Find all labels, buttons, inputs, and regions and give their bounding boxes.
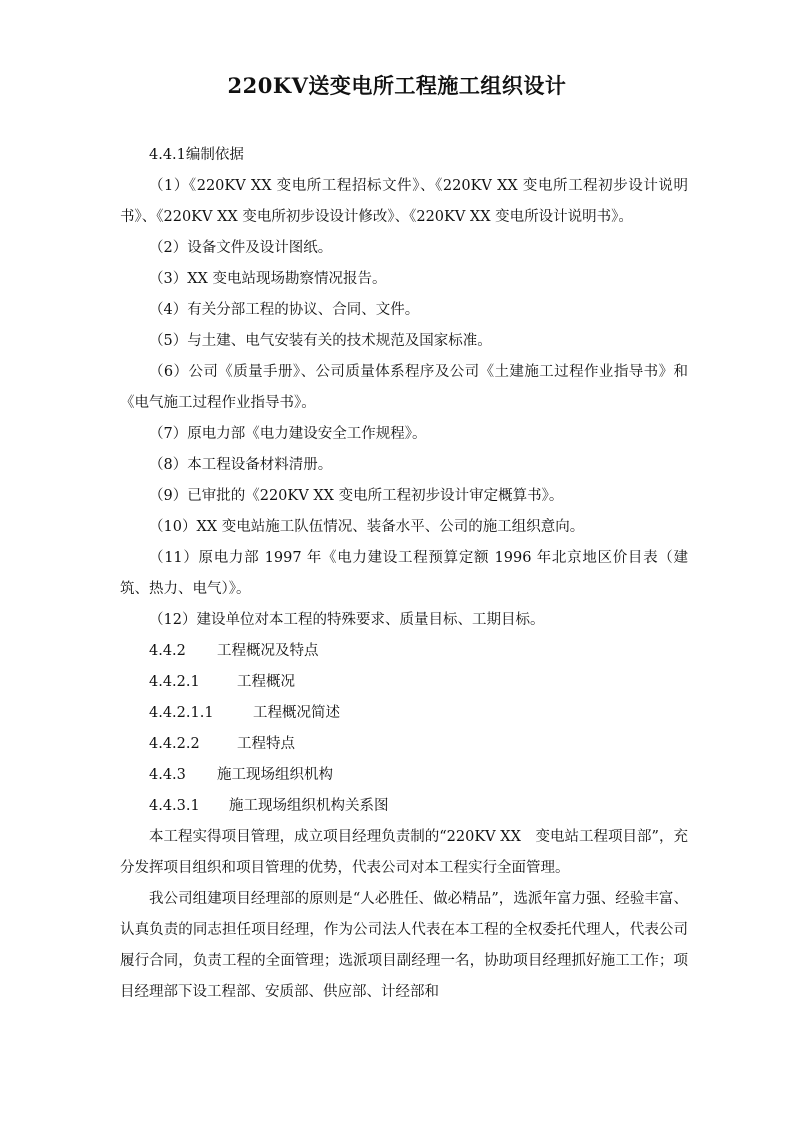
section-number: 4.4.3 — [149, 767, 186, 783]
basis-item-4: （4）有关分部工程的协议、合同、文件。 — [149, 302, 420, 318]
basis-item-8: （8）本工程设备材料清册。 — [149, 457, 333, 473]
basis-item-2: （2）设备文件及设计图纸。 — [149, 240, 333, 256]
section-number: 4.4.2.1.1 — [149, 705, 214, 721]
basis-item-12: （12）建设单位对本工程的特殊要求、质量目标、工期目标。 — [149, 612, 545, 628]
basis-item-5: （5）与土建、电气安装有关的技术规范及国家标准。 — [149, 333, 492, 349]
basis-item-10: （10）XX 变电站施工队伍情况、装备水平、公司的施工组织意向。 — [149, 519, 585, 535]
basis-item-11: （11）原电力部 1997 年《电力建设工程预算定额 1996 年北京地区价目表（建筑、热力、电气）》。 — [120, 550, 688, 597]
basis-item-9: （9）已审批的《220KV XX 变电所工程初步设计审定概算书》。 — [149, 488, 564, 504]
section-heading — [120, 636, 688, 667]
basis-item-3: （3）XX 变电站现场勘察情况报告。 — [149, 271, 387, 287]
section-heading — [120, 729, 688, 760]
section-title: 工程概况简述 — [253, 705, 340, 721]
section-heading-4-4-1: 4.4.1编制依据 — [149, 147, 244, 163]
section-number: 4.4.2.1 — [149, 674, 200, 690]
section-number: 4.4.2 — [149, 643, 186, 659]
section-heading — [120, 760, 688, 791]
body-paragraph-2: 我公司组建项目经理部的原则是“人必胜任、做必精品”，选派年富力强、经验丰富、认真负责的同志担任项目经理，作为公司法人代表在本工程的全权委托代理人，代表公司履行合同，负责工程的全面管理；选派项目副经理一名，协助项目经理抓好施工工作；项目经理部下设工程部、安质部、供应部、计经部和 — [120, 891, 688, 1000]
basis-item-7: （7）原电力部《电力建设安全工作规程》。 — [149, 426, 427, 442]
section-title: 施工现场组织机构 — [217, 767, 333, 783]
section-title: 工程特点 — [237, 736, 295, 752]
section-number: 4.4.3.1 — [149, 798, 200, 814]
section-heading — [120, 667, 688, 698]
section-heading — [120, 791, 688, 822]
section-heading — [120, 698, 688, 729]
document-body — [120, 140, 688, 1008]
section-title: 工程概况 — [237, 674, 295, 690]
basis-item-6: （6）公司《质量手册》、公司质量体系程序及公司《土建施工过程作业指导书》和《电气施工过程作业指导书》。 — [120, 364, 688, 411]
section-number: 4.4.2.2 — [149, 736, 200, 752]
body-paragraph-1: 本工程实得项目管理，成立项目经理负责制的“220KV XX 变电站工程项目部”，充分发挥项目组织和项目管理的优势，代表公司对本工程实行全面管理。 — [120, 829, 688, 876]
section-title: 工程概况及特点 — [217, 643, 319, 659]
document-title: 220KV送变电所工程施工组织设计 — [227, 73, 567, 98]
basis-item-1: （1）《220KV XX 变电所工程招标文件》、《220KV XX 变电所工程初步设计说明书》、《220KV XX 变电所初步设设计修改》、《220KV XX 变电所设计说明书》。 — [120, 178, 688, 225]
section-title: 施工现场组织机构关系图 — [229, 798, 389, 814]
